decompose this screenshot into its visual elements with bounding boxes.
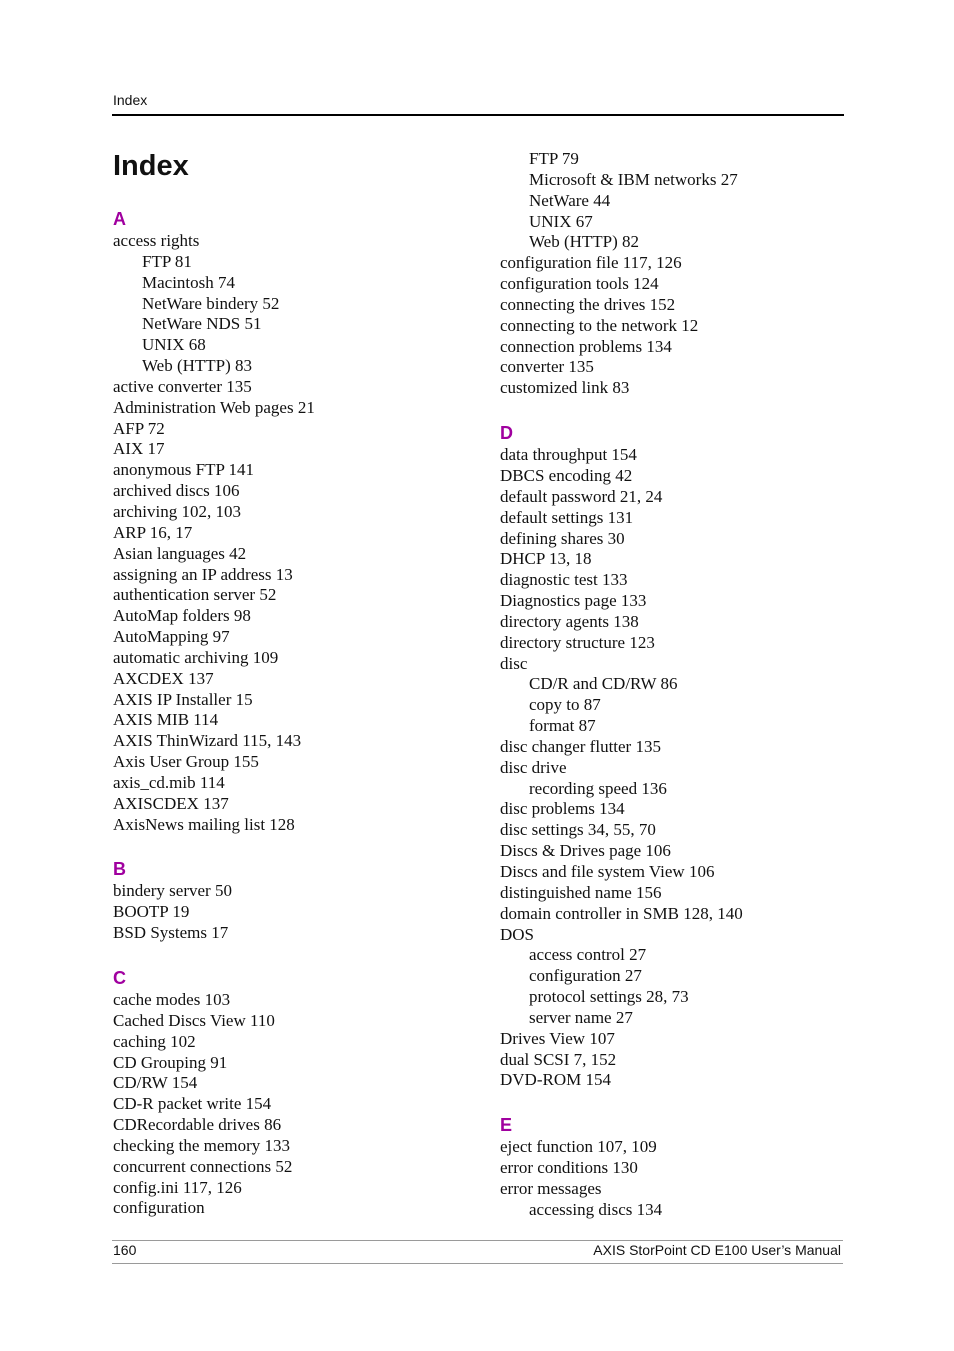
running-head: Index: [113, 92, 148, 108]
index-entry: access rights: [113, 231, 200, 250]
index-entry: disc settings 34, 55, 70: [500, 820, 656, 840]
index-entry: AXIS ThinWizard 115, 143: [113, 731, 302, 751]
index-entry: disc drive: [500, 757, 567, 777]
index-entry: caching 102: [113, 1031, 196, 1051]
index-subentry: protocol settings 28, 73: [529, 987, 689, 1007]
index-entry: DHCP 13, 18: [500, 549, 592, 569]
index-subentry: NetWare bindery 52: [142, 293, 280, 313]
header-rule: [112, 114, 844, 116]
index-entry: AIX 17: [113, 439, 165, 459]
footer-rule-bottom: [112, 1263, 843, 1264]
index-entry: directory agents 138: [500, 611, 639, 631]
index-entry: AXIS MIB 114: [113, 710, 219, 730]
index-subentry: copy to 87: [529, 695, 601, 715]
index-subentry: configuration 27: [529, 966, 642, 986]
index-entry: CD/RW 154: [113, 1073, 198, 1093]
index-subentry: Web (HTTP) 82: [529, 232, 640, 252]
index-entry: AutoMapping 97: [113, 627, 230, 647]
index-entry: Discs and file system View 106: [500, 862, 715, 881]
index-entry: default settings 131: [500, 507, 634, 527]
index-entry: active converter 135: [113, 376, 252, 396]
index-entry: assigning an IP address 13: [113, 564, 293, 584]
index-subentry: Microsoft & IBM networks 27: [529, 169, 738, 189]
index-entry: connection problems 134: [500, 336, 672, 356]
index-entry: Cached Discs View 110: [113, 1010, 275, 1030]
section-letter: B: [113, 859, 126, 880]
index-entry: checking the memory 133: [113, 1135, 291, 1155]
index-entry: AFP 72: [113, 418, 165, 438]
index-subentry: Web (HTTP) 83: [142, 356, 253, 376]
index-entry: configuration tools 124: [500, 274, 659, 294]
index-entry: AXISCDEX 137: [113, 793, 229, 813]
index-entry: Discs & Drives page 106: [500, 841, 671, 861]
index-entry: anonymous FTP 141: [113, 460, 255, 480]
index-entry: AXIS IP Installer 15: [113, 689, 253, 709]
index-entry: CDRecordable drives 86: [113, 1115, 282, 1135]
section-letter: D: [500, 423, 513, 444]
index-entry: BSD Systems 17: [113, 923, 229, 943]
index-entry: defining shares 30: [500, 528, 625, 548]
index-subentry: UNIX 67: [529, 211, 593, 231]
index-column-right: [500, 149, 860, 1221]
index-entry: ARP 16, 17: [113, 522, 193, 542]
index-entry: dual SCSI 7, 152: [500, 1049, 617, 1069]
index-entry: domain controller in SMB 128, 140: [500, 903, 743, 923]
index-entry: Asian languages 42: [113, 543, 247, 563]
index-entry: bindery server 50: [113, 881, 232, 901]
index-entry: DVD-ROM 154: [500, 1070, 611, 1090]
index-entry: CD-R packet write 154: [113, 1094, 272, 1114]
index-entry: default password 21, 24: [500, 486, 663, 506]
index-entry: error messages: [500, 1178, 602, 1198]
index-column-left: [113, 207, 473, 1219]
index-entry: connecting the drives 152: [500, 294, 676, 314]
index-entry: configuration: [113, 1198, 205, 1218]
index-subentry: format 87: [529, 716, 596, 736]
index-entry: disc changer flutter 135: [500, 736, 661, 756]
index-subentry: Macintosh 74: [142, 272, 236, 292]
index-entry: AxisNews mailing list 128: [113, 814, 295, 834]
index-entry: Diagnostics page 133: [500, 591, 647, 611]
index-entry: automatic archiving 109: [113, 647, 279, 667]
index-entry: BOOTP 19: [113, 902, 190, 922]
index-subentry: access control 27: [529, 945, 647, 965]
section-letter: A: [113, 209, 126, 229]
section-letter: C: [113, 968, 126, 988]
index-subentry: CD/R and CD/RW 86: [529, 674, 678, 694]
index-entry: AutoMap folders 98: [113, 606, 251, 626]
index-subentry: UNIX 68: [142, 335, 206, 355]
index-entry: directory structure 123: [500, 632, 655, 652]
index-subentry: NetWare NDS 51: [142, 314, 262, 334]
index-entry: Administration Web pages 21: [113, 397, 315, 417]
index-entry: data throughput 154: [500, 445, 637, 465]
index-entry: disc problems 134: [500, 799, 625, 819]
index-entry: AXCDEX 137: [113, 668, 214, 688]
index-entry: diagnostic test 133: [500, 570, 628, 590]
index-entry: Axis User Group 155: [113, 752, 259, 772]
index-entry: connecting to the network 12: [500, 315, 699, 335]
index-entry: disc: [500, 653, 528, 673]
index-entry: converter 135: [500, 357, 594, 377]
index-entry: DBCS encoding 42: [500, 465, 633, 485]
index-entry: Drives View 107: [500, 1028, 615, 1048]
page-number: 160: [113, 1242, 137, 1258]
index-entry: archiving 102, 103: [113, 501, 241, 521]
index-entry: authentication server 52: [113, 585, 277, 605]
index-subentry: FTP 79: [529, 149, 579, 168]
index-subentry: accessing discs 134: [529, 1199, 663, 1219]
index-entry: distinguished name 156: [500, 882, 662, 902]
index-entry: CD Grouping 91: [113, 1052, 228, 1072]
index-subentry: FTP 81: [142, 251, 192, 271]
index-subentry: recording speed 136: [529, 778, 667, 798]
index-entry: axis_cd.mib 114: [113, 772, 225, 792]
manual-title: AXIS StorPoint CD E100 User’s Manual: [593, 1242, 841, 1258]
index-entry: DOS: [500, 924, 535, 944]
index-entry: archived discs 106: [113, 481, 240, 501]
footer-rule-top: [112, 1240, 843, 1241]
section-letter: E: [500, 1115, 513, 1136]
index-entry: concurrent connections 52: [113, 1156, 293, 1176]
index-entry: configuration file 117, 126: [500, 253, 682, 273]
index-entry: config.ini 117, 126: [113, 1177, 242, 1197]
index-entry: cache modes 103: [113, 990, 231, 1009]
index-entry: error conditions 130: [500, 1158, 638, 1178]
index-entry: eject function 107, 109: [500, 1137, 657, 1157]
index-entry: customized link 83: [500, 378, 630, 398]
index-subentry: server name 27: [529, 1007, 633, 1027]
page-title: Index: [113, 150, 189, 182]
index-subentry: NetWare 44: [529, 190, 611, 210]
